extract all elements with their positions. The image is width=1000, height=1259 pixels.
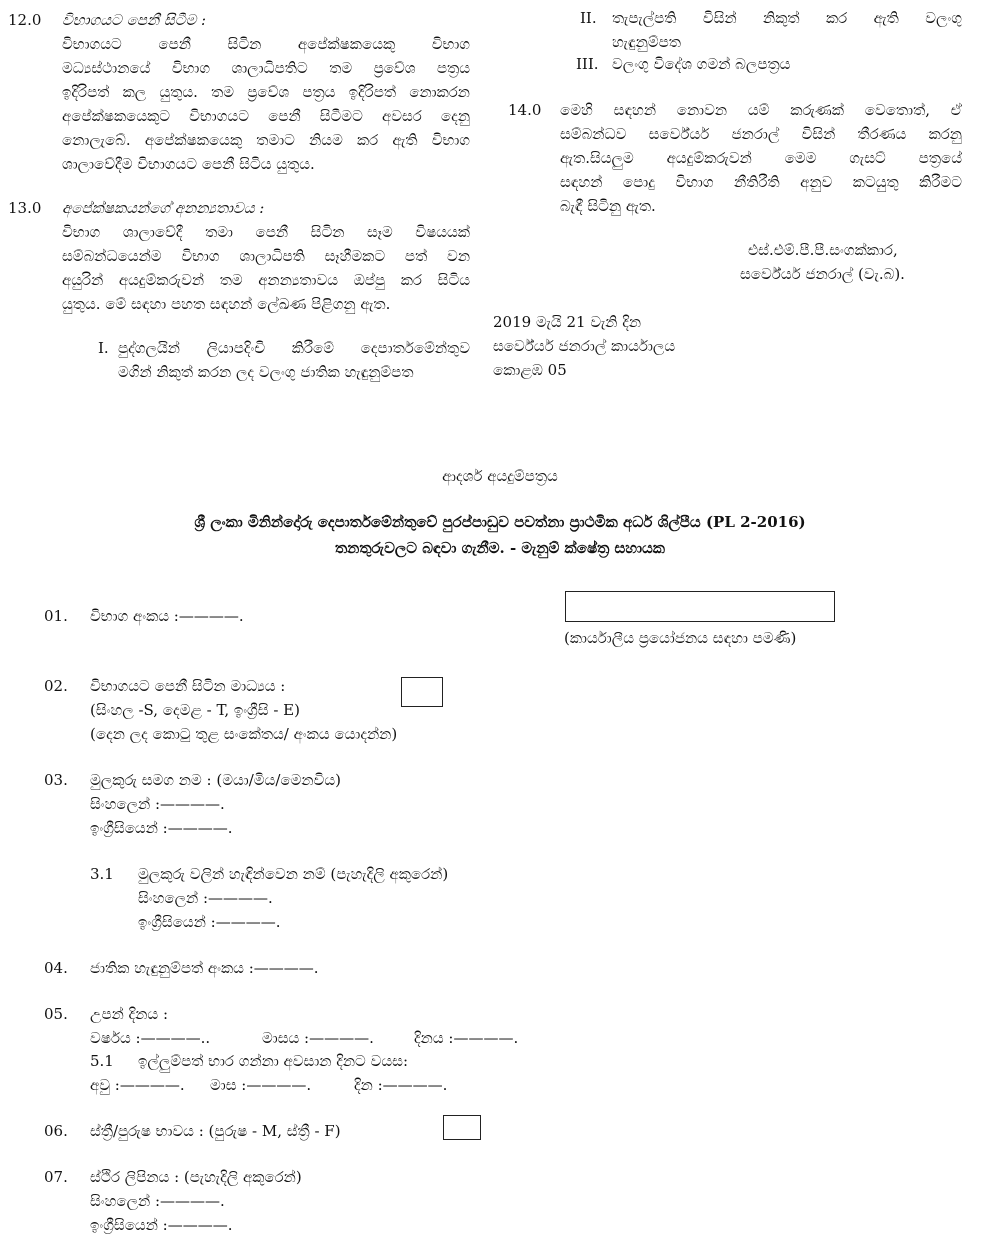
section-12-heading: විභාගයට පෙනී සිටීම : [62, 11, 207, 29]
signatory-title: සර්වේයර් ජනරාල් (වැ.බ). [740, 265, 905, 283]
doc-item-2 [612, 6, 962, 54]
date-of-birth-label: උපන් දිනය : [90, 1005, 168, 1023]
section-13-heading: අපේක්ෂකයන්ගේ අනන්‍යතාවය : [62, 199, 265, 217]
birth-day-field[interactable]: දිනය :————. [414, 1029, 519, 1047]
field-01-number: 01. [44, 607, 68, 625]
doc-item-2-number: II. [580, 9, 597, 27]
names-denoted-english-field[interactable]: ඉංග්‍රීසියෙන් :————. [138, 913, 281, 931]
section-12-line: අපේක්ෂකයෙකුට විභාගයට පෙනී සිටීමට අවසර දෙනු [62, 107, 470, 125]
age-months-field[interactable]: මාස :————. [210, 1076, 312, 1094]
age-years-field[interactable]: අවු :————. [90, 1076, 185, 1094]
section-13-number: 13.0 [8, 199, 42, 217]
names-denoted-label: මුලකුරු වලින් හැඳින්වෙන නම් (පැහැදිලි අකුරෙන්) [138, 865, 449, 883]
section-12-body [62, 32, 470, 176]
medium-label: විභාගයට පෙනී සිටින මාධ්‍යය : [90, 677, 286, 695]
section-14-line: සම්බන්ධව සර්වේයර් ජනරාල් විසින් තීරණය කරනු [560, 125, 962, 143]
box-instruction-note: (දෙන ලද කොටු තුළ සංකේතය/ අංකය යොදන්න) [90, 725, 398, 743]
field-5-1-number: 5.1 [90, 1052, 114, 1070]
office-use-box[interactable] [565, 591, 835, 622]
office-use-note: (කාර්යාලීය ප්‍රයෝජනය සඳහා පමණි) [564, 629, 797, 647]
section-13-body [62, 220, 470, 316]
issue-date: 2019 මැයි 21 වැනි දින [493, 313, 642, 331]
section-12-line: මධ්‍යස්ථානයේ විභාග ශාලාධිපතිට තම ප්‍රවේශ පත්‍රය [62, 59, 470, 77]
application-title-line-1: ශ්‍රී ලංකා මිනින්දෝරු දෙපාර්තමේන්තුවේ පුරප්පාඩුව පවත්නා ප්‍රාථමික අර්ධ ශිල්පීය (PL 2-2016) [194, 513, 806, 531]
name-sinhala-field[interactable]: සිංහලෙන් :————. [90, 795, 225, 813]
section-13-line: විභාග ශාලාවේදී තමා පෙනී සිටින සෑම විෂයයක් [62, 223, 470, 241]
age-at-closing-label: ඉල්ලුම්පත් භාර ගන්නා අවසාන දිනට වයස: [138, 1052, 409, 1070]
doc-item-1-number: I. [98, 339, 109, 357]
birth-year-field[interactable]: වර්ෂය :————.. [90, 1029, 211, 1047]
doc-item-1-line: පුද්ගලයින් ලියාපදිංචි කිරීමේ දෙපාර්තමේන්තුව [118, 339, 470, 357]
section-12-line: නොලැබේ. අපේක්ෂකයෙකු තමාට නියම කර ඇති විභාග [62, 131, 470, 149]
signatory-name: එස්.එම්.පී.පී.සංගක්කාර, [748, 241, 898, 259]
section-14-number: 14.0 [508, 101, 542, 119]
field-03-number: 03. [44, 771, 68, 789]
medium-options: (සිංහල -S, දෙමළ - T, ඉංග්‍රීසි - E) [90, 701, 300, 719]
section-12-line: විභාගයට පෙනී සිටින අපේක්ෂකයෙකු විභාග [62, 35, 470, 53]
gender-label: ස්ත්‍රී/පුරුෂ භාවය : (පුරුෂ - M, ස්ත්‍රී - F) [90, 1122, 341, 1140]
office-city: කොළඹ 05 [493, 361, 567, 379]
section-14-body [560, 98, 962, 218]
birth-month-field[interactable]: මාසය :————. [262, 1029, 374, 1047]
doc-item-3: වලංගු විදේශ ගමන් බලපත්‍රය [612, 55, 791, 73]
doc-item-3-number: III. [576, 55, 599, 73]
name-english-field[interactable]: ඉංග්‍රීසියෙන් :————. [90, 819, 233, 837]
doc-item-2-line: හැඳුනුම්පත [612, 33, 681, 51]
names-denoted-sinhala-field[interactable]: සිංහලෙන් :————. [138, 889, 273, 907]
application-title-line-2: තනතුරුවලට බඳවා ගැනීම. - මැනුම් ක්ෂේත්‍ර සහායක [334, 539, 665, 557]
section-14-line: බැඳී සිටිනු ඇත. [560, 197, 656, 215]
doc-item-2-line: තැපැල්පති විසින් නිකුත් කර ඇති වලංගු [612, 9, 962, 27]
section-13-line: යුතුය. මේ සඳහා පහත සඳහන් ලේඛණ පිළිගනු ඇත. [62, 295, 391, 313]
permanent-address-label: ස්ථිර ලිපිනය : (පැහැදිලි අකුරෙන්) [90, 1168, 302, 1186]
field-02-number: 02. [44, 677, 68, 695]
gender-code-box[interactable] [443, 1115, 481, 1140]
section-14-line: සඳහන් පොදු විභාග නීතිරීති අනුව කටයුතු කිරීමට [560, 173, 962, 191]
issuing-office: සර්වේයර් ජනරාල් කාර්යාලය [493, 337, 676, 355]
model-application-label: ආදර්ශ අයදුම්පත්‍රය [442, 467, 558, 485]
age-days-field[interactable]: දින :————. [354, 1076, 448, 1094]
doc-item-1-line: මගින් නිකුත් කරන ලද වලංගු ජාතික හැඳුනුම්පත [118, 363, 414, 381]
address-english-field[interactable]: ඉංග්‍රීසියෙන් :————. [90, 1216, 233, 1234]
exam-number-field[interactable]: විභාග අංකය :————. [90, 607, 244, 625]
name-with-initials-label: මුලකුරු සමග නම : (මයා/මිය/මෙනවිය) [90, 771, 341, 789]
section-14-line: ඇත.සියලුම අයදුම්කරුවන් මෙම ගැසට් පත්‍රයේ [560, 149, 962, 167]
section-13-line: අයුරින් අයදුම්කරුවන් තම අනන්‍යතාවය ඔප්පු කර සිටිය [62, 271, 470, 289]
doc-item-1 [118, 336, 470, 384]
field-3-1-number: 3.1 [90, 865, 114, 883]
section-14-line: මෙහි සඳහන් නොවන යම් කරුණක් වෙතොත්, ඒ [560, 101, 962, 119]
medium-code-box[interactable] [401, 677, 443, 707]
field-05-number: 05. [44, 1005, 68, 1023]
address-sinhala-field[interactable]: සිංහලෙන් :————. [90, 1192, 225, 1210]
section-12-number: 12.0 [8, 11, 42, 29]
nic-number-field[interactable]: ජාතික හැඳුනුම්පත් අංකය :————. [90, 959, 319, 977]
field-06-number: 06. [44, 1122, 68, 1140]
section-12-line: ශාලාවේදීම විභාගයට පෙනී සිටිය යුතුය. [62, 155, 315, 173]
field-07-number: 07. [44, 1168, 68, 1186]
section-12-line: ඉදිරිපත් කල යුතුය. තම ප්‍රවේශ පත්‍රය ඉදිරිපත් නොකරන [62, 83, 470, 101]
section-13-line: සම්බන්ධයෙන්ම විභාග ශාලාධිපති සෑහීමකට පත් වන [62, 247, 470, 265]
field-04-number: 04. [44, 959, 68, 977]
